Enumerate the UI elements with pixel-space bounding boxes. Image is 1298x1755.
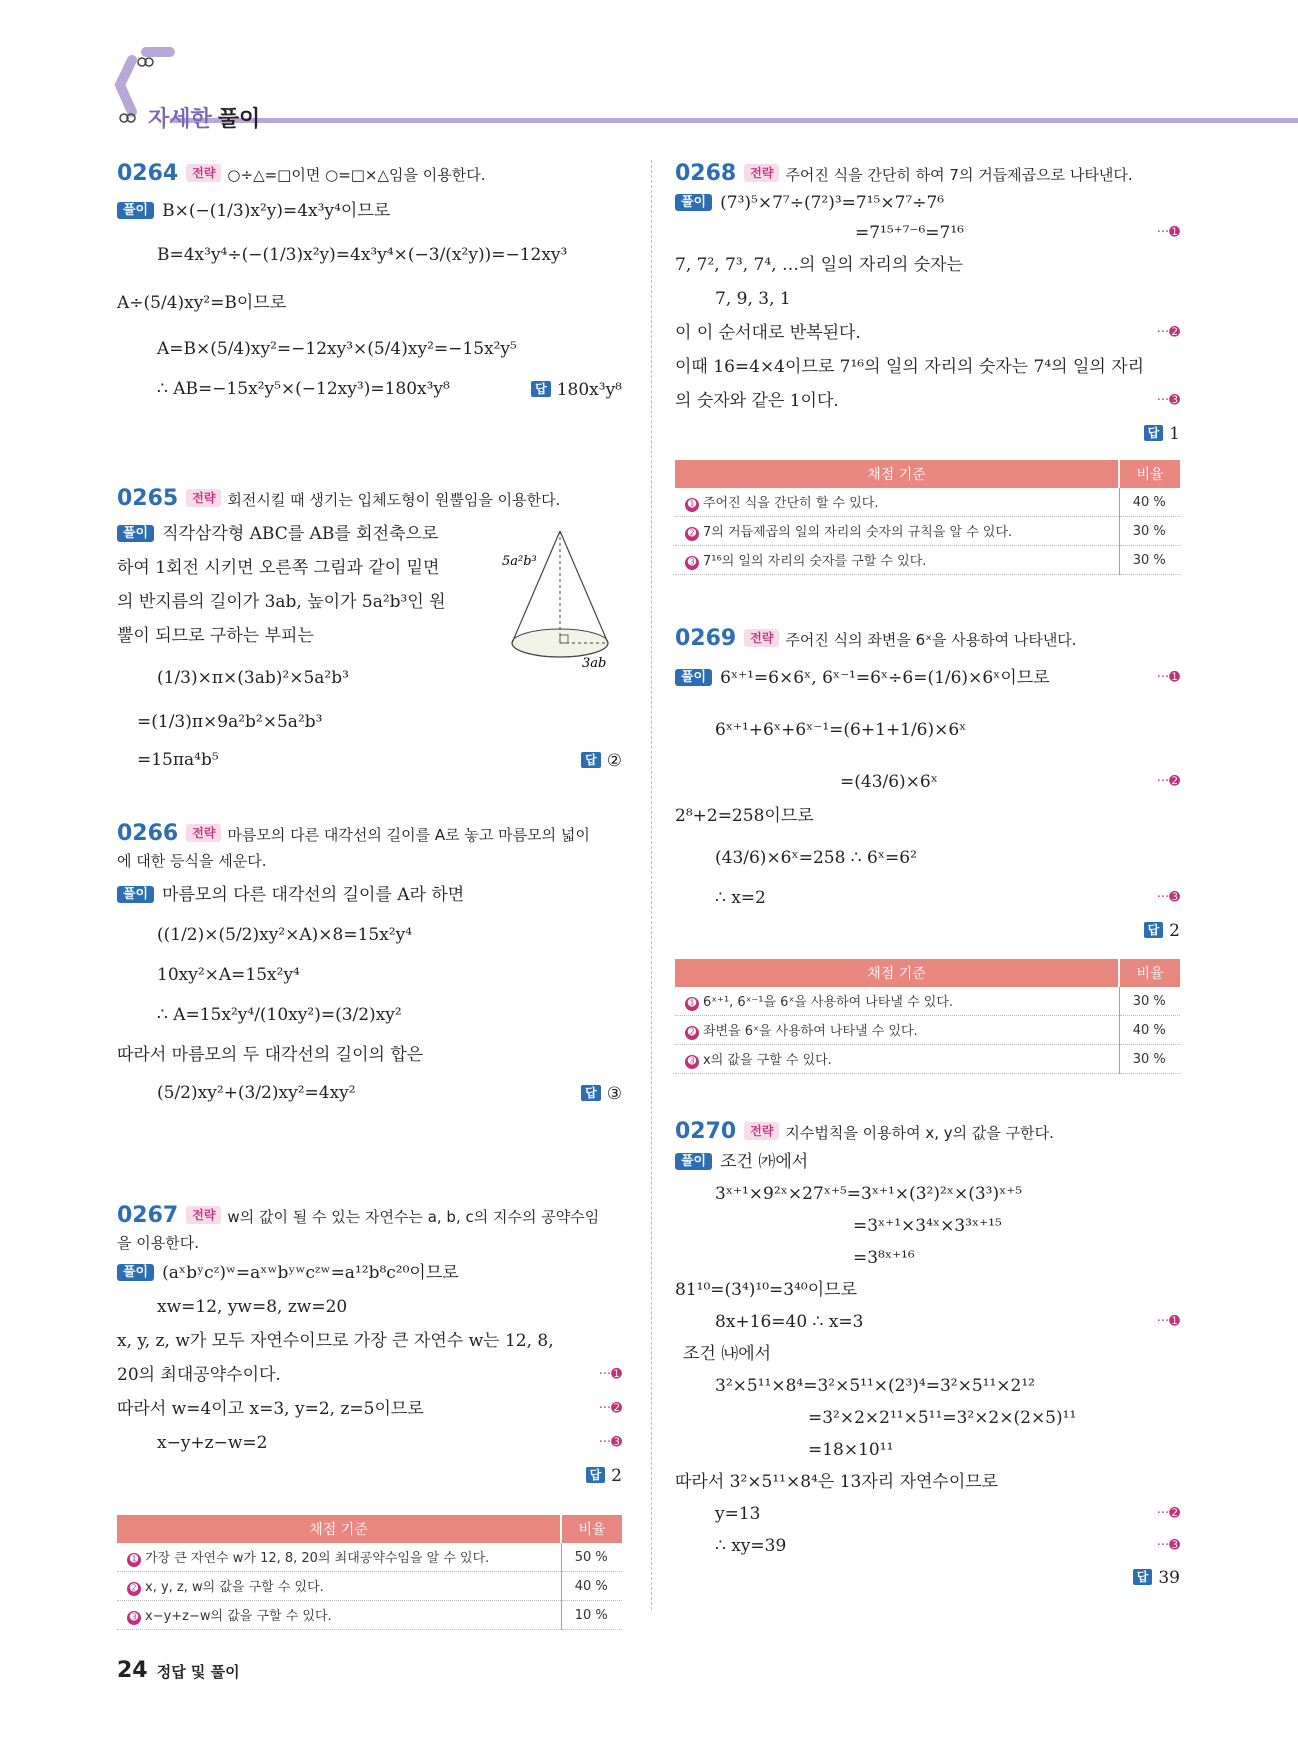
criterion-number: ➊ — [685, 997, 699, 1011]
answer-badge-icon: 답 — [581, 752, 601, 768]
ratio: 40 % — [561, 1572, 622, 1601]
criterion-text: 7의 거듭제곱의 일의 자리의 숫자의 규칙을 알 수 있다. — [703, 525, 1013, 540]
solution-line: B=4x³y⁴÷(−(1/3)x²y)=4x³y⁴×(−3/(x²y))=−12xy³ — [157, 245, 568, 265]
ratio: 30 % — [1119, 987, 1180, 1016]
strategy-tag: 전략 — [186, 824, 221, 842]
header-title-colored: 자세한 — [148, 107, 212, 132]
solution-label: 풀이 — [117, 525, 154, 542]
strategy-tag: 전략 — [186, 1206, 221, 1224]
problem-number: 0266 — [117, 821, 179, 846]
ratio: 30 % — [1119, 1045, 1180, 1074]
solution-line: ∴ x=2 — [715, 888, 766, 908]
criterion-text: x의 값을 구할 수 있다. — [703, 1053, 832, 1068]
solution-label: 풀이 — [117, 202, 154, 219]
solution-line: 6ˣ⁺¹=6×6ˣ, 6ˣ⁻¹=6ˣ÷6=(1/6)×6ˣ이므로 — [720, 668, 1050, 688]
criterion-text: x−y+z−w의 값을 구할 수 있다. — [145, 1609, 332, 1624]
solution-line: 이때 16=4×4이므로 7¹⁶의 일의 자리의 숫자는 7⁴의 일의 자리 — [675, 357, 1145, 377]
problem-0269 — [675, 625, 1180, 1068]
solution-line: 8x+16=40 ∴ x=3 — [715, 1312, 864, 1332]
solution-line: 20의 최대공약수이다. — [117, 1365, 281, 1385]
answer-value: ③ — [606, 1084, 622, 1104]
problem-number: 0265 — [117, 486, 179, 511]
table-row — [675, 1016, 1180, 1045]
problem-0268 — [675, 160, 1180, 569]
solution-line: 따라서 3²×5¹¹×8⁴은 13자리 자연수이므로 — [675, 1472, 999, 1492]
solution-label: 풀이 — [675, 194, 712, 211]
ratio: 10 % — [561, 1601, 622, 1630]
strategy-text: 회전시킬 때 생기는 입체도형이 원뿔임을 이용한다. — [227, 491, 561, 509]
answer — [675, 915, 1180, 946]
solution-label: 풀이 — [117, 1264, 154, 1281]
solution-line: 하여 1회전 시키면 오른쪽 그림과 같이 밑면 — [117, 558, 440, 578]
solution-line: 3²×5¹¹×8⁴=3²×5¹¹×(2³)⁴=3²×5¹¹×2¹² — [715, 1376, 1035, 1396]
solution-line: (aˣbʸcᶻ)ʷ=aˣʷbʸʷcᶻʷ=a¹²b⁸c²⁰이므로 — [162, 1263, 459, 1283]
page-header — [0, 40, 1298, 130]
solution-line: 조건 ㈏에서 — [683, 1344, 772, 1364]
solution-line: =3²×2×2¹¹×5¹¹=3²×2×(2×5)¹¹ — [808, 1408, 1077, 1428]
solution-line: ((1/2)×(5/2)xy²×A)×8=15x²y⁴ — [157, 925, 413, 945]
solution-line: (7³)⁵×7⁷÷(7²)³=7¹⁵×7⁷÷7⁶ — [720, 193, 945, 213]
strategy-text: 주어진 식의 좌변을 6ˣ을 사용하여 나타낸다. — [785, 631, 1077, 649]
table-row — [117, 1543, 622, 1572]
problem-number: 0264 — [117, 161, 179, 186]
strategy-text: ○÷△=□이면 ○=□×△임을 이용한다. — [227, 166, 486, 184]
solution-line: A=B×(5/4)xy²=−12xy³×(5/4)xy²=−15x²y⁵ — [157, 339, 517, 359]
answer-value: ② — [606, 751, 622, 771]
table-header: 채점 기준 — [117, 1515, 561, 1543]
solution-label: 풀이 — [117, 886, 154, 903]
problem-number: 0268 — [675, 161, 737, 186]
criterion-text: 가장 큰 자연수 w가 12, 8, 20의 최대공약수임을 알 수 있다. — [145, 1551, 490, 1566]
score-marker: ···➊ — [1156, 670, 1180, 685]
answer-badge-icon: 답 — [1144, 922, 1164, 938]
solution-line: 2⁸+2=258이므로 — [675, 806, 814, 826]
problem-0264 — [117, 160, 622, 406]
solution-line: xw=12, yw=8, zw=20 — [157, 1297, 348, 1317]
criterion-number: ➌ — [685, 556, 699, 570]
score-marker: ···➋ — [1156, 774, 1180, 789]
ratio: 40 % — [1119, 488, 1180, 517]
criterion-number: ➋ — [127, 1582, 141, 1596]
criterion-text: 7¹⁶의 일의 자리의 숫자를 구할 수 있다. — [703, 554, 927, 569]
problem-0270 — [675, 1118, 1180, 1593]
solution-line: =(1/3)π×9a²b²×5a²b³ — [137, 712, 323, 732]
scoring-table — [675, 959, 1180, 1074]
solution-line: (43/6)×6ˣ=258 ∴ 6ˣ=6² — [715, 848, 917, 868]
answer — [117, 1460, 622, 1491]
table-header: 비율 — [1119, 460, 1180, 488]
solution-line: 81¹⁰=(3⁴)¹⁰=3⁴⁰이므로 — [675, 1280, 857, 1300]
solution-line: B×(−(1/3)x²y)=4x³y⁴이므로 — [162, 201, 391, 221]
scoring-table — [117, 1515, 622, 1630]
strategy-text: 마름모의 다른 대각선의 길이를 A로 놓고 마름모의 넓이 — [227, 826, 590, 844]
answer-value: 2 — [611, 1466, 622, 1486]
answer — [531, 372, 622, 407]
score-marker: ···➋ — [1156, 325, 1180, 340]
solution-line: x, y, z, w가 모두 자연수이므로 가장 큰 자연수 w는 12, 8, — [117, 1331, 554, 1351]
table-row — [675, 517, 1180, 546]
table-row — [675, 987, 1180, 1016]
table-header: 비율 — [1119, 959, 1180, 987]
table-row — [675, 488, 1180, 517]
ratio: 40 % — [1119, 1016, 1180, 1045]
criterion-number: ➊ — [127, 1553, 141, 1567]
problem-number: 0267 — [117, 1203, 179, 1228]
solution-line: A÷(5/4)xy²=B이므로 — [117, 293, 287, 313]
criterion-number: ➋ — [685, 1026, 699, 1040]
answer — [675, 1562, 1180, 1593]
solution-line: 뿔이 되므로 구하는 부피는 — [117, 626, 314, 646]
answer-badge-icon: 답 — [1133, 1569, 1153, 1585]
table-row — [675, 546, 1180, 575]
answer-value: 180x³y⁸ — [556, 380, 622, 400]
solution-line: =18×10¹¹ — [808, 1440, 894, 1460]
solution-line: (5/2)xy²+(3/2)xy²=4xy² — [157, 1083, 356, 1103]
strategy-text-cont: 을 이용한다. — [117, 1234, 199, 1252]
solution-line: 6ˣ⁺¹+6ˣ+6ˣ⁻¹=(6+1+1/6)×6ˣ — [715, 720, 967, 740]
problem-number: 0269 — [675, 626, 737, 651]
ratio: 30 % — [1119, 517, 1180, 546]
answer — [675, 418, 1180, 449]
score-marker: ···➊ — [1156, 225, 1180, 240]
solution-line: 의 반지름의 길이가 3ab, 높이가 5a²b³인 원 — [117, 592, 446, 612]
table-row — [117, 1572, 622, 1601]
table-row — [117, 1601, 622, 1630]
answer-badge-icon: 답 — [531, 381, 551, 397]
header-title-bold: 풀이 — [217, 107, 261, 132]
strategy-tag: 전략 — [744, 164, 779, 182]
page-number: 24 — [117, 1658, 148, 1683]
solution-line: =3⁸ˣ⁺¹⁶ — [853, 1248, 915, 1268]
solution-line: ∴ AB=−15x²y⁵×(−12xy³)=180x³y⁸ — [157, 379, 450, 399]
cone-figure — [502, 527, 622, 677]
score-marker: ···➌ — [1156, 393, 1180, 408]
solution-line: 직각삼각형 ABC를 AB를 회전축으로 — [162, 524, 439, 544]
score-marker: ···➌ — [598, 1435, 622, 1450]
solution-line: 따라서 w=4이고 x=3, y=2, z=5이므로 — [117, 1399, 424, 1419]
answer-badge-icon: 답 — [1144, 425, 1164, 441]
solution-line: =15πa⁴b⁵ — [137, 750, 219, 770]
criterion-number: ➋ — [685, 527, 699, 541]
scoring-table — [675, 460, 1180, 575]
criterion-number: ➊ — [685, 498, 699, 512]
solution-line: x−y+z−w=2 — [157, 1433, 268, 1453]
strategy-text: w의 값이 될 수 있는 자연수는 a, b, c의 지수의 공약수임 — [227, 1208, 600, 1226]
criterion-text: 주어진 식을 간단히 할 수 있다. — [703, 496, 879, 511]
strategy-text-cont: 에 대한 등식을 세운다. — [117, 852, 267, 870]
solution-line: 마름모의 다른 대각선의 길이를 A라 하면 — [162, 885, 465, 905]
problem-0265 — [117, 485, 622, 777]
score-marker: ···➋ — [1156, 1506, 1180, 1521]
solution-line: (1/3)×π×(3ab)²×5a²b³ — [157, 668, 349, 688]
criterion-text: 좌변을 6ˣ을 사용하여 나타낼 수 있다. — [703, 1024, 918, 1039]
problem-number: 0270 — [675, 1119, 737, 1144]
problem-0267 — [117, 1202, 622, 1624]
solution-line: =(43/6)×6ˣ — [840, 772, 938, 792]
strategy-tag: 전략 — [186, 489, 221, 507]
strategy-text: 주어진 식을 간단히 하여 7의 거듭제곱으로 나타낸다. — [785, 166, 1133, 184]
footer-text: 정답 및 풀이 — [156, 1663, 240, 1681]
answer — [581, 743, 622, 778]
answer-value: 39 — [1158, 1568, 1180, 1588]
page-footer — [117, 1658, 240, 1683]
answer-badge-icon: 답 — [586, 1467, 606, 1483]
criterion-text: x, y, z, w의 값을 구할 수 있다. — [145, 1580, 324, 1595]
solution-line: 3ˣ⁺¹×9²ˣ×27ˣ⁺⁵=3ˣ⁺¹×(3²)²ˣ×(3³)ˣ⁺⁵ — [715, 1184, 1023, 1204]
solution-line: ∴ xy=39 — [715, 1536, 787, 1556]
strategy-tag: 전략 — [744, 629, 779, 647]
score-marker: ···➌ — [1156, 1538, 1180, 1553]
table-row — [675, 1045, 1180, 1074]
answer-badge-icon: 답 — [581, 1085, 601, 1101]
solution-line: 따라서 마름모의 두 대각선의 길이의 합은 — [117, 1045, 424, 1065]
strategy-text: 지수법칙을 이용하여 x, y의 값을 구한다. — [785, 1124, 1054, 1142]
strategy-tag: 전략 — [744, 1122, 779, 1140]
header-rule — [170, 118, 1298, 123]
solution-line: =7¹⁵⁺⁷⁻⁶=7¹⁶ — [855, 223, 964, 243]
solution-line: 10xy²×A=15x²y⁴ — [157, 965, 300, 985]
answer-value: 2 — [1169, 921, 1180, 941]
solution-line: y=13 — [715, 1504, 761, 1524]
ratio: 50 % — [561, 1543, 622, 1572]
solution-line: 7, 9, 3, 1 — [715, 289, 791, 309]
column-divider — [651, 160, 652, 1610]
header-title — [148, 102, 260, 133]
cone-height-label: 5a²b³ — [502, 554, 537, 569]
score-marker: ···➊ — [1156, 1314, 1180, 1329]
solution-label: 풀이 — [675, 1153, 712, 1170]
criterion-text: 6ˣ⁺¹, 6ˣ⁻¹을 6ˣ을 사용하여 나타낼 수 있다. — [703, 995, 954, 1010]
solution-line: 이 이 순서대로 반복된다. — [675, 323, 861, 343]
score-marker: ···➊ — [598, 1367, 622, 1382]
solution-line: =3ˣ⁺¹×3⁴ˣ×3³ˣ⁺¹⁵ — [853, 1216, 1002, 1236]
solution-line: 7, 7², 7³, 7⁴, …의 일의 자리의 숫자는 — [675, 255, 963, 275]
table-header: 채점 기준 — [675, 959, 1119, 987]
answer — [581, 1076, 622, 1111]
answer-value: 1 — [1169, 424, 1180, 444]
problem-0266 — [117, 820, 622, 1110]
table-header: 채점 기준 — [675, 460, 1119, 488]
ratio: 30 % — [1119, 546, 1180, 575]
criterion-number: ➌ — [685, 1055, 699, 1069]
solution-line: 의 숫자와 같은 1이다. — [675, 391, 839, 411]
strategy-tag: 전략 — [186, 164, 221, 182]
score-marker: ···➋ — [598, 1401, 622, 1416]
solution-line: ∴ A=15x²y⁴/(10xy²)=(3/2)xy² — [157, 1005, 402, 1025]
table-header: 비율 — [561, 1515, 622, 1543]
criterion-number: ➌ — [127, 1611, 141, 1625]
solution-label: 풀이 — [675, 669, 712, 686]
solution-line: 조건 ㈎에서 — [720, 1152, 809, 1172]
cone-radius-label: 3ab — [582, 656, 607, 671]
score-marker: ···➌ — [1156, 890, 1180, 905]
